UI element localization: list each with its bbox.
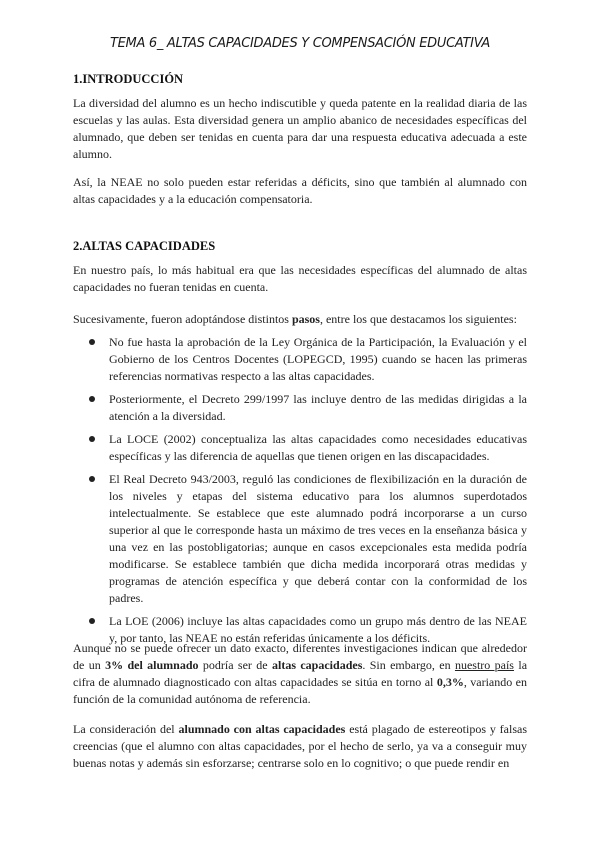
steps-intro-paragraph: Sucesivamente, fueron adoptándose distintos pasos, entre los que destacamos los siguientes:	[73, 312, 517, 326]
list-item: La LOE (2006) incluye las altas capacidades como un grupo más dentro de las NEAE y, por tanto, las NEAE no están referidas únicamente a los déficits.	[73, 613, 527, 647]
list-item: La LOCE (2002) conceptualiza las altas capacidades como necesidades educativas específicas y las diferencia de aquellas que tienen origen en las discapacidades.	[73, 431, 527, 465]
list-item: El Real Decreto 943/2003, reguló las condiciones de flexibilización en la duración de los niveles y etapas del sistema educativo para los alumnos superdotados intelectualmente. Se establece que este alumnado podrá incorporarse a un curso superior al que le corresponde hasta un máximo de tres veces en la enseñanza básica y una vez en las postobligatorias; aunque en casos excepcionales esta medida podría modificarse. Se establece también que dicha medida incorporará otras medidas y programas de atención específica y que deberá contar con la conformidad de los padres.	[73, 471, 527, 607]
page-title: TEMA 6_ ALTAS CAPACIDADES Y COMPENSACIÓN EDUCATIVA	[109, 36, 491, 51]
bullet-icon	[89, 618, 95, 624]
bullet-icon	[89, 476, 95, 482]
stereotypes-paragraph: La consideración del alumnado con altas capacidades está plagado de estereotipos y falsas creencias (que el alumno con altas capacidades, por el hecho de serlo, ya va a conseguir muy buenas notas y además sin esforzarse; centrarse solo en lo cognitivo; o que puede rendir en	[73, 722, 527, 770]
bullet-icon	[89, 436, 95, 442]
section-heading-altas-capacidades: 2.ALTAS CAPACIDADES	[73, 239, 216, 253]
list-item: No fue hasta la aprobación de la Ley Orgánica de la Participación, la Evaluación y el Gobierno de los Centros Docentes (LOPEGCD, 1995) cuando se hacen las primeras referencias normativas respecto a las altas capacidades.	[73, 334, 527, 385]
bullet-icon	[89, 339, 95, 345]
prevalence-paragraph: Aunque no se puede ofrecer un dato exacto, diferentes investigaciones indican que alrededor de un 3% del alumnado podría ser de altas capacidades. Sin embargo, en nuestro país la cifra de alumnado diagnosticado con altas capacidades se sitúa en torno al 0,3%, variando en función de la comunidad autónoma de referencia.	[73, 641, 528, 706]
bullet-icon	[89, 396, 95, 402]
altas-paragraph-1: En nuestro país, lo más habitual era que las necesidades específicas del alumnado de altas capacidades no fueran tenidas en cuenta.	[73, 263, 527, 294]
list-item: Posteriormente, el Decreto 299/1997 las incluye dentro de las medidas dirigidas a la atención a la diversidad.	[73, 391, 527, 425]
section-heading-introduccion: 1.INTRODUCCIÓN	[73, 72, 184, 86]
steps-list	[73, 334, 527, 653]
intro-paragraph-1: La diversidad del alumno es un hecho indiscutible y queda patente en la realidad diaria de las escuelas y las aulas. Esta diversidad genera un amplio abanico de necesidades específicas del alumnado, que deben ser tenidas en cuenta para dar una respuesta educativa adecuada a este alumno.	[73, 96, 527, 161]
intro-paragraph-2: Así, la NEAE no solo pueden estar referidas a déficits, sino que también al alumnado con altas capacidades y a la educación compensatoria.	[73, 175, 527, 206]
